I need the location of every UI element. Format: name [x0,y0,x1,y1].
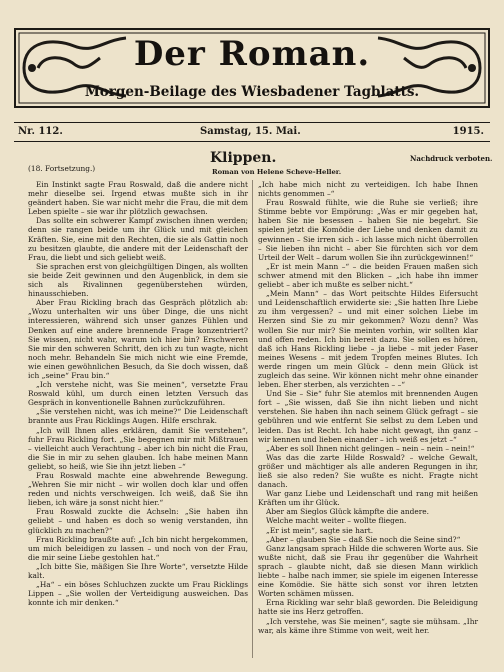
rule-top [14,122,490,123]
paragraph: „Ich verstehe nicht, was Sie meinen“, versetzte Frau Roswald kühl, um durch einen letzten Versuch das Gespräch in konventionelle Bahnen zurückzuführen. [28,380,248,408]
author-line: Roman von Helene Scheve-Heller. [212,168,342,176]
newspaper-title: Der Roman. [133,34,371,74]
paragraph: „Ich will Ihnen alles erklären, damit Sie verstehen“, fuhr Frau Rickling fort. „Sie begegnen mir mit Mißtrauen – vielleicht auch Verachtung – aber ich bin nicht die Frau, die Sie in mir zu sehen glauben. Ich habe meinen Mann geliebt, so heiß, wie Sie ihn jetzt lieben –“ [28,425,248,471]
left-column [28,180,248,607]
paragraph: „Ich habe mich nicht zu verteidigen. Ich habe Ihnen nichts genommen –“ [258,180,478,199]
paragraph: „Er ist mein Mann –“ – die beiden Frauen maßen sich schwer atmend mit den Blicken – „ich habe ihn immer geliebt – aber ich mußte es selber nicht.“ [258,261,478,290]
paragraph: Und Sie – Sie“ fuhr Sie atemlos mit brennenden Augen fort – „Sie wissen, daß Sie ihn nicht lieben und nicht verstehen. Sie haben ihn nach seinem Glück gefragt – sie gebühren und wie entfernt Sie selbst zu dem Leben und leiden. Das ist Recht. Ich habe nicht gewagt, ihn ganz – wir kennen und lieben einander – ich weiß es jetzt –“ [258,389,478,444]
reprint-notice: Nachdruck verboten. [410,154,493,163]
paragraph: Ein Instinkt sagte Frau Roswald, daß die andere nicht mehr dieselbe sei. Irgend etwas mußte sich in ihr geändert haben. Sie war nicht mehr die Frau, die mit dem Leben spielte – sie war ihr plötzlich gewachsen. [28,180,248,217]
newspaper-subtitle: Morgen-Beilage des Wiesbadener Tagblatts. [84,84,420,100]
rule-bottom [14,141,490,142]
column-divider [252,180,253,658]
paragraph: War ganz Liebe und Leidenschaft und rang mit heißen Kräften um ihr Glück. [258,489,478,508]
paragraph: „Aber es soll Ihnen nicht gelingen – nein – nein – nein!“ [266,443,475,453]
paragraph: „Ich bitte Sie, mäßigen Sie Ihre Worte“, versetzte Hilde kalt. [28,561,248,581]
paragraph: Aber Frau Rickling brach das Gespräch plötzlich ab: „Wozu unterhalten wir uns über Dinge, die uns nicht interessieren, während sich unser ganzes Fühlen und Denken auf eine andere brennende Frage konzentriert? Sie wissen, nicht wahr, warum ich hier bin? Erschweren Sie mir den schweren Schritt, den ich zu tun wagte, nicht noch mehr. Behandeln Sie mich nicht wie eine Fremde, wie einen gewöhnlichen Besuch, da Sie doch wissen, daß ich „seine“ Frau bin.“ [28,298,248,380]
paragraph: „Ha“ – ein böses Schluchzen zuckte um Frau Ricklings Lippen – „Sie wollen der Verteidigung ausweichen. Das konnte ich mir denken.“ [28,580,248,608]
continuation-note: (18. Fortsetzung.) [28,164,96,173]
masthead [14,28,490,108]
issue-date: Samstag, 15. Mai. [200,126,301,137]
paragraph: „Er ist mein“, sagte sie hart. [266,525,374,535]
paragraph: Welche macht weiter – wollte fliegen. [266,516,407,526]
paragraph: Sie sprachen erst von gleichgültigen Dingen, als wollten sie beide Zeit gewinnen und den Augenblick, in dem sie sich als Rivalinnen gegenüberstehen würden, hinausschieben. [28,261,249,299]
paragraph: Erna Rickling war sehr blaß geworden. Die Beleidigung hatte sie ins Herz getroffen. [258,598,478,617]
paragraph: „Aber – glauben Sie – daß Sie noch die Seine sind?“ [266,534,461,544]
paragraph: Frau Roswald fühlte, wie die Ruhe sie verließ; ihre Stimme bebte vor Empörung: „Was er mir gegeben hat, haben Sie nie besessen – haben Sie nie begehrt. Sie spielen jetzt die Komödie der Liebe und denken damit zu gewinnen – Sie irren sich – ich lasse mich nicht überrollen – Sie lieben ihn nicht – aber Sie fürchten sich vor dem Urteil der Welt – darum wollen Sie ihn zurückgewinnen!“ [258,198,478,262]
issue-year: 1915. [452,126,484,137]
paragraph: „Sie verstehen nicht, was ich meine?“ Die Leidenschaft brannte aus Frau Ricklings Augen. Hilfe erschrak. [28,407,248,426]
story-title: Klippen. [210,150,277,166]
issue-number: Nr. 112. [18,126,63,137]
paragraph: Frau Roswald zuckte die Achseln: „Sie haben ihn geliebt – und haben es doch so wenig verstanden, ihn glücklich zu machen?“ [28,507,248,535]
paragraph: Das sollte ein schwerer Kampf zwischen ihnen werden; denn sie rangen beide um ihr Glück und mit gleichen Kräften. Sie, eine mit den Rechten, die sie als Gattin noch zu besitzen glaubte, die andere mit der Leidenschaft der Frau, die liebt und sich geliebt weiß. [28,216,248,262]
paragraph: Was das die zarte Hilde Roswald? – welche Gewalt, größer und mächtiger als alle anderen Regungen in ihr, ließ sie also reden? Sie wußte es nicht. Fragte nicht danach. [258,452,478,490]
right-column [258,180,478,635]
paragraph: „Mein Mann“ – das Wort peitschte Hildes Eifersucht und Leidenschaftlich erwiderte sie: „Sie hatten Ihre Liebe zu ihm vergessen? – und mit einer solchen Liebe im Herzen sind Sie zu mir gekommen? Wozu denn? Was wollen Sie nur mir? Sie meinten vorhin, wir sollten klar und offen reden. Ich bin bereit dazu. Sie sollen es hören, daß ich Hans Rickling liebe – ja liebe – mit jeder Faser meines Wesens – mit jedem Tropfen meines Blutes. Ich werde ringen um mein Glück – denn mein Glück ist zugleich das seine. Wir können nicht mehr ohne einander leben. Eher sterben, als verzichten – –“ [258,289,478,390]
issue-bar [14,126,490,140]
paragraph: Aber am Sieglos Glück kämpfte die andere. [266,507,429,517]
paragraph: Frau Roswald machte eine abwehrende Bewegung. „Wehren Sie mir nicht – wir wollen doch klar und offen reden und nichts verschweigen. Ich weiß, daß Sie ihn lieben, ich wäre ja sonst nicht hier.“ [28,471,248,508]
paragraph: Frau Rickling braußte auf: „Ich bin nicht hergekommen, um mich beleidigen zu lassen – und noch von der Frau, die mir seine Liebe gestohlen hat.“ [28,534,248,562]
paragraph: Ganz langsam sprach Hilde die schweren Worte aus. Sie wußte nicht, daß sie Frau ihr gegenüber die Wahrheit sprach – glaubte nicht, daß sie diesen Mann wirklich liebte – halbe nach immer, sie spiele im eigenen Interesse eine Komödie. Sie hätte sich sonst vor ihren letzten Worten schämen müssen. [258,543,478,599]
paragraph: „Ich verstehe, was Sie meinen“, sagte sie mühsam. „Ihr war, als käme ihre Stimme von weit, weit her. [258,616,478,635]
